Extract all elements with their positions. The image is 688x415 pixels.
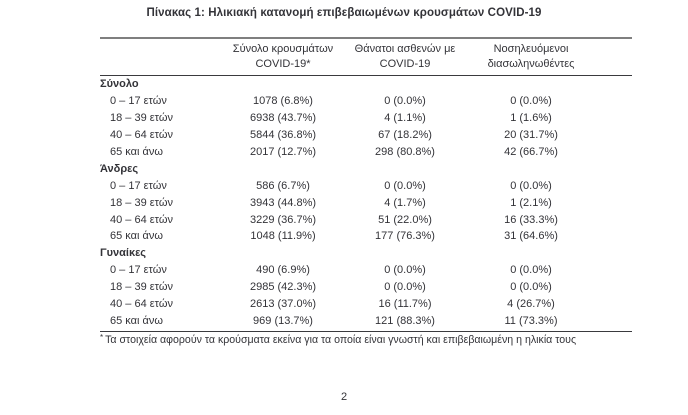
table-row [100, 296, 632, 313]
header-intubated-line1: Νοσηλευόμενοι [493, 43, 569, 55]
header-intubated [466, 42, 632, 71]
table-body [100, 76, 632, 329]
section-name: Γυναίκες [100, 247, 147, 260]
age-group-label: 0 – 17 ετών [110, 179, 167, 192]
intubated-value: 16 (33.3%) [504, 213, 558, 226]
age-group-label: 65 και άνω [110, 146, 163, 158]
deaths-value: 51 (22.0%) [378, 213, 432, 226]
table-row [100, 194, 632, 211]
intubated-value: 11 (73.3%) [504, 314, 558, 327]
page-number: 2 [340, 391, 348, 403]
age-group-label: 65 και άνω [110, 230, 163, 243]
deaths-value: 4 (1.7%) [384, 196, 426, 209]
footnote-asterisk: * [100, 333, 104, 343]
table-row [100, 228, 632, 245]
table-row [100, 127, 632, 144]
intubated-value: 0 (0.0%) [510, 264, 552, 277]
cases-value: 1048 (11.9%) [250, 230, 316, 243]
intubated-value: 0 (0.0%) [510, 95, 552, 108]
header-empty-cell [100, 42, 222, 71]
footnote-text: Τα στοιχεία αφορούν τα κρούσματα εκείνα για τα οποία είναι γνωστή και επιβεβαιωμένη η ηλικία τους [105, 334, 577, 347]
header-deaths-line2: COVID-19 [379, 57, 431, 70]
table-row [100, 177, 632, 194]
age-group-label: 40 – 64 ετών [110, 213, 173, 226]
cases-value: 2613 (37.0%) [249, 298, 317, 311]
cases-value: 2985 (42.3%) [249, 281, 317, 294]
age-group-label: 0 – 17 ετών [110, 95, 167, 108]
table-row [100, 312, 632, 329]
table-title: Πίνακας 1: Ηλικιακή κατανομή επιβεβαιωμένων κρουσμάτων COVID-19 [146, 7, 542, 19]
deaths-value: 16 (11.7%) [378, 298, 432, 311]
header-total-cases-line2: COVID-19* [255, 57, 311, 70]
header-deaths-line1: Θάνατοι ασθενών με [354, 43, 456, 55]
age-group-label: 65 και άνω [110, 314, 163, 327]
intubated-value: 4 (26.7%) [507, 298, 555, 311]
table-row [100, 211, 632, 228]
header-intubated-line2: διασωληνωθέντες [487, 57, 575, 70]
header-deaths [344, 42, 466, 71]
deaths-value: 0 (0.0%) [384, 281, 426, 294]
cases-value: 6938 (43.7%) [249, 112, 317, 125]
cases-value: 2017 (12.7%) [249, 146, 317, 158]
table-row [100, 279, 632, 296]
intubated-value: 0 (0.0%) [510, 281, 552, 294]
section-header-men [100, 160, 632, 177]
table-footnote [100, 332, 632, 346]
intubated-value: 20 (31.7%) [504, 129, 558, 142]
cases-value: 5844 (36.8%) [249, 129, 317, 142]
table-row [100, 93, 632, 110]
intubated-value: 1 (1.6%) [510, 112, 552, 125]
table-row [100, 144, 632, 161]
cases-value: 969 (13.7%) [253, 314, 313, 327]
deaths-value: 177 (76.3%) [375, 230, 435, 243]
section-name: Σύνολο [100, 78, 139, 91]
cases-value: 586 (6.7%) [256, 179, 310, 192]
age-group-label: 18 – 39 ετών [110, 281, 173, 294]
deaths-value: 67 (18.2%) [378, 129, 432, 142]
table-row [100, 110, 632, 127]
section-header-women [100, 245, 632, 262]
table-header-row [100, 37, 632, 76]
cases-value: 3943 (44.8%) [249, 196, 317, 209]
intubated-value: 42 (66.7%) [504, 146, 558, 158]
section-name: Άνδρες [100, 162, 139, 175]
intubated-value: 0 (0.0%) [510, 179, 552, 192]
table-row [100, 262, 632, 279]
header-total-cases-line1: Σύνολο κρουσμάτων [232, 43, 334, 55]
deaths-value: 298 (80.8%) [375, 146, 435, 158]
deaths-value: 4 (1.1%) [384, 112, 426, 125]
age-group-label: 40 – 64 ετών [110, 298, 173, 311]
age-group-label: 40 – 64 ετών [110, 129, 173, 142]
age-group-label: 18 – 39 ετών [110, 112, 173, 125]
deaths-value: 0 (0.0%) [384, 179, 426, 192]
age-group-label: 0 – 17 ετών [110, 264, 167, 277]
deaths-value: 121 (88.3%) [375, 314, 435, 327]
age-group-label: 18 – 39 ετών [110, 196, 173, 209]
deaths-value: 0 (0.0%) [384, 95, 426, 108]
deaths-value: 0 (0.0%) [384, 264, 426, 277]
header-total-cases [222, 42, 344, 71]
intubated-value: 1 (2.1%) [510, 196, 552, 209]
cases-value: 490 (6.9%) [256, 264, 310, 277]
section-header-total [100, 76, 632, 93]
cases-value: 1078 (6.8%) [253, 95, 313, 108]
cases-value: 3229 (36.7%) [249, 213, 317, 226]
intubated-value: 31 (64.6%) [504, 230, 558, 243]
covid-age-distribution-table [100, 37, 632, 346]
